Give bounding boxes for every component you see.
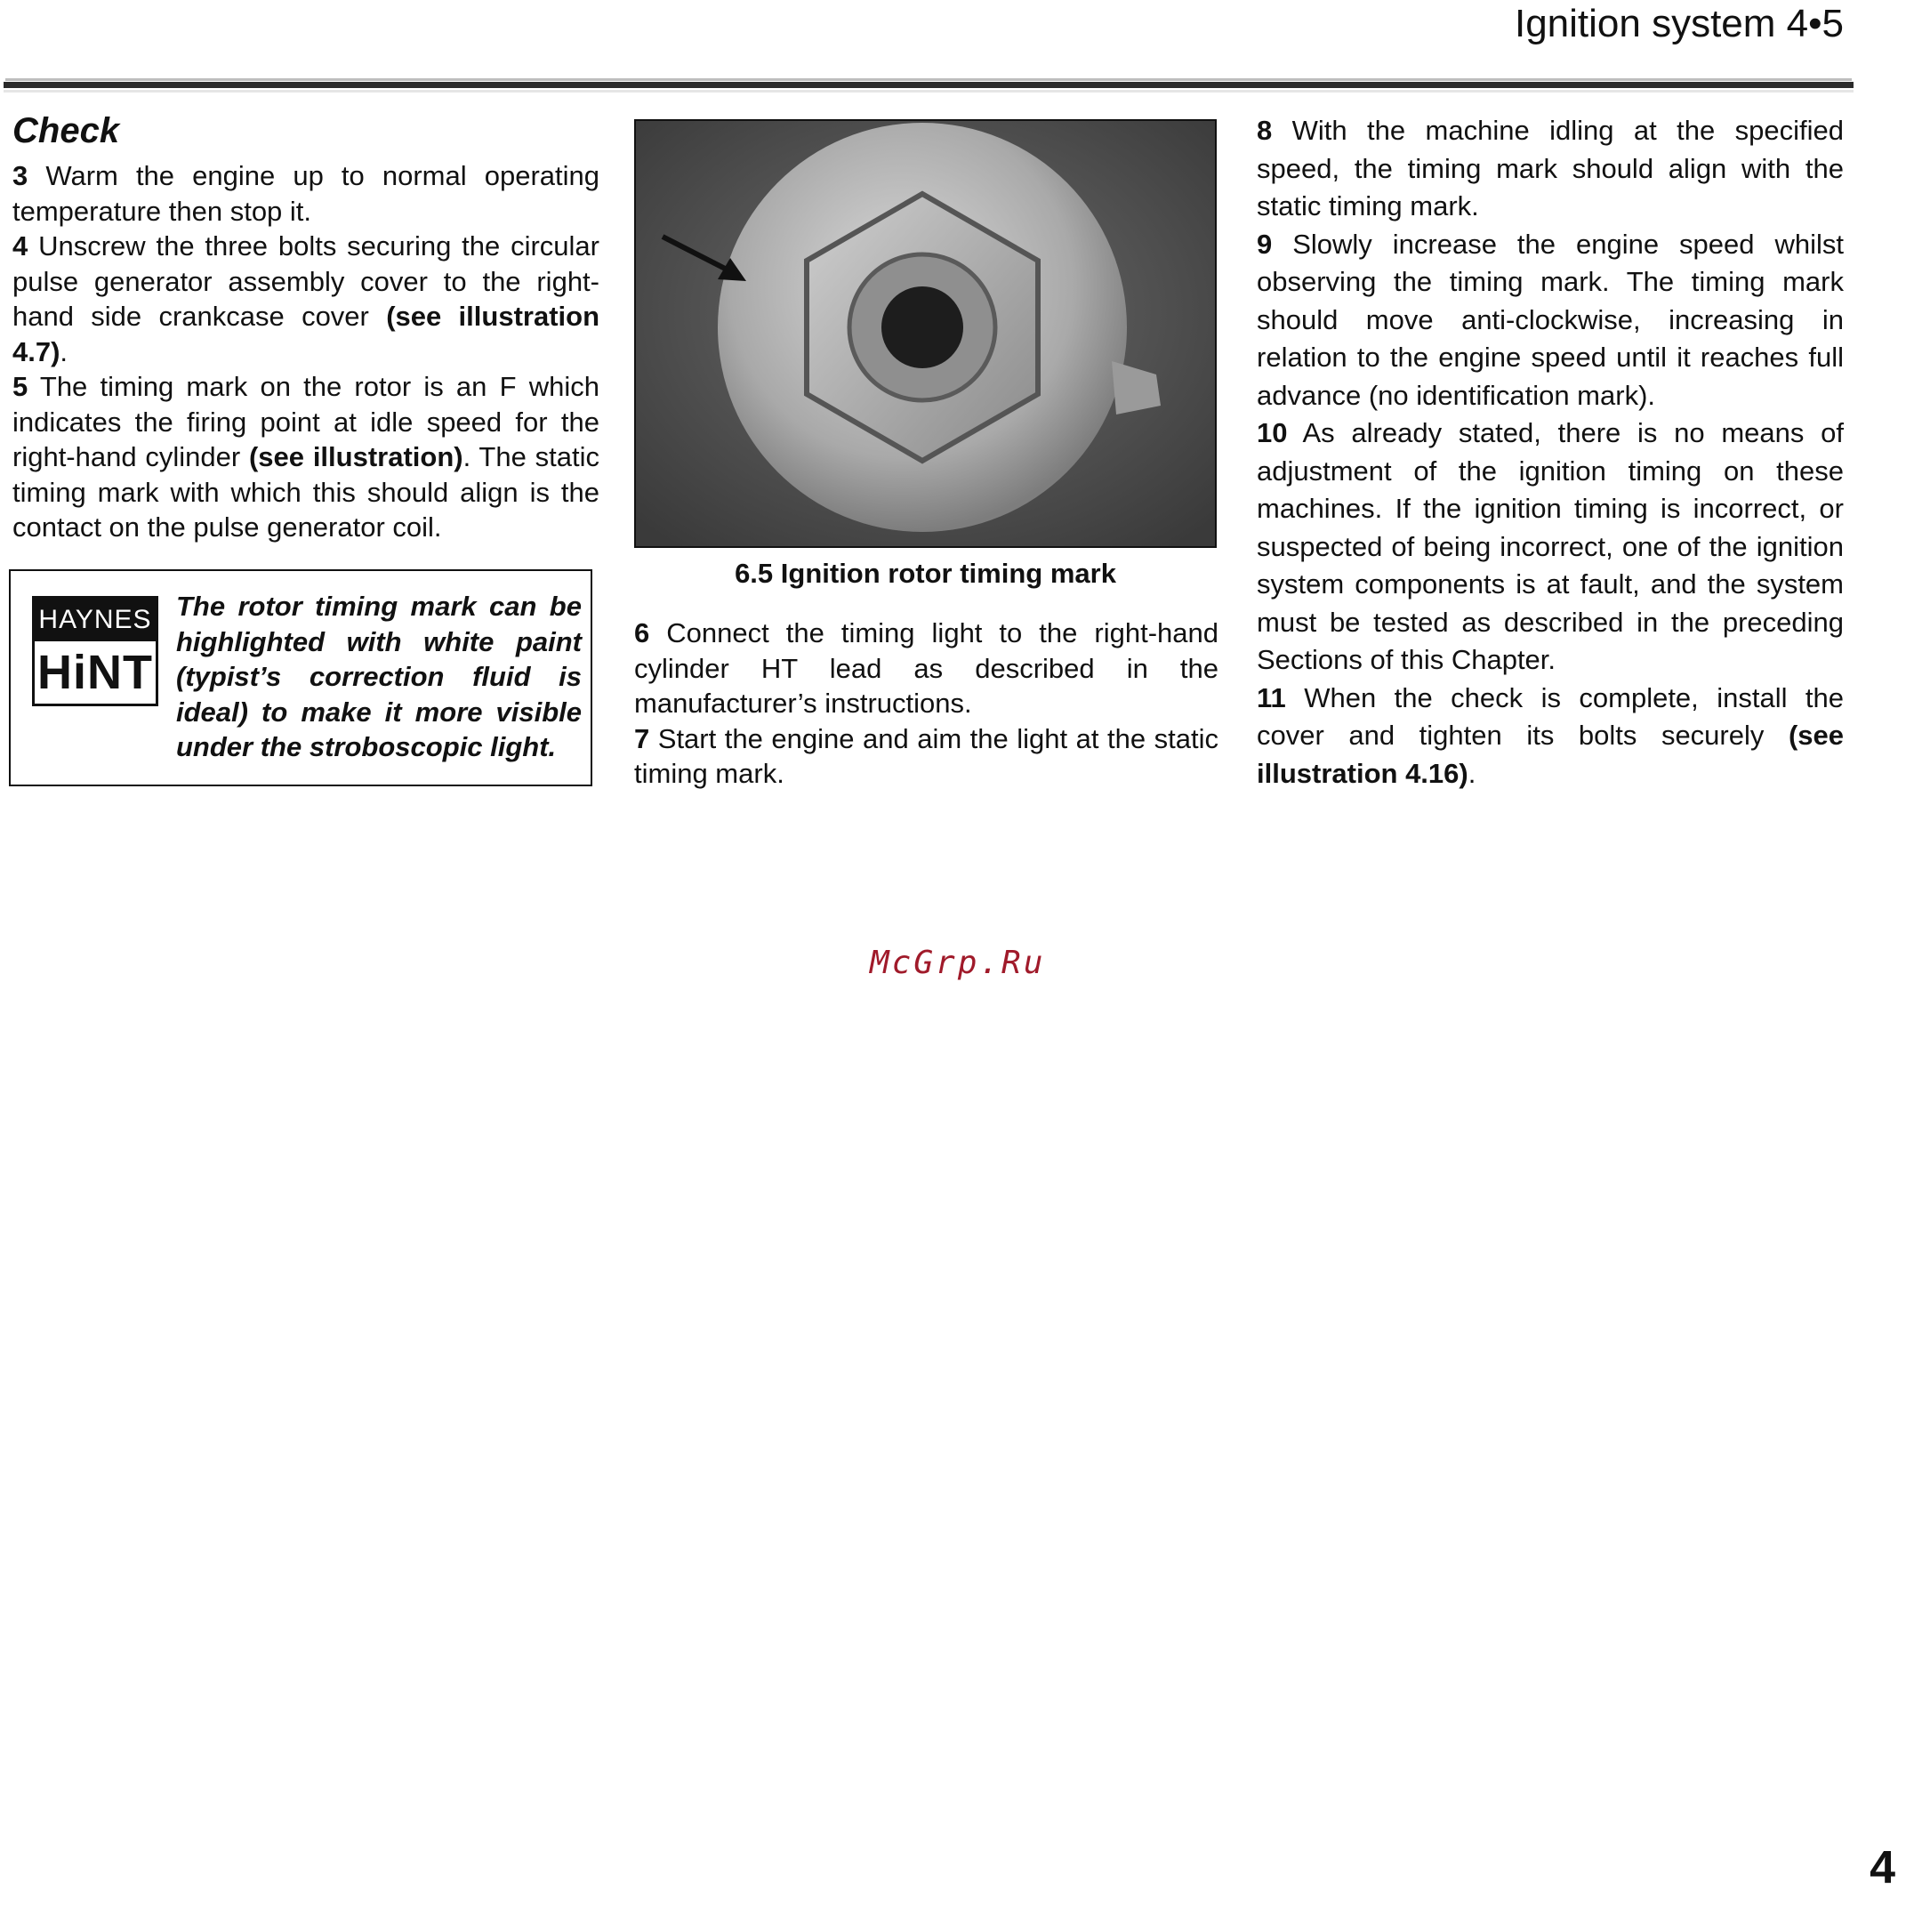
illustration-reference: (see illustration 4.16) — [1257, 720, 1844, 789]
paragraph-text: Slowly increase the engine speed whilst observing the timing mark. The timing mark should move anti-clockwise, increasing in relation to the engine speed until it reaches full advance (no identification mark). — [1257, 228, 1844, 411]
logo-top-text: HAYNES — [35, 599, 156, 641]
haynes-hint-box — [9, 569, 592, 786]
paragraph-text: Connect the timing light to the right-hand cylinder HT lead as described in the manufacturer’s instructions. — [634, 617, 1218, 719]
paragraph-7 — [634, 721, 1218, 792]
paragraph-text: The timing mark on the rotor is an F which indicates the firing point at idle speed for the right-hand cylinder — [12, 371, 599, 472]
chapter-tab-number: 4 — [1870, 1842, 1895, 1894]
paragraph-number: 11 — [1257, 681, 1286, 713]
paragraph-number: 7 — [634, 722, 650, 754]
paragraph-number: 8 — [1257, 115, 1273, 146]
paragraph-3 — [12, 158, 599, 229]
watermark-text: McGrp.Ru — [870, 945, 1046, 981]
paragraph-9 — [1257, 226, 1844, 415]
header-rule — [4, 82, 1854, 88]
logo-bottom-text: HiNT — [37, 646, 153, 699]
paragraph-number: 3 — [12, 160, 28, 191]
illustration-reference: (see illustration 4.7) — [12, 301, 599, 367]
paragraph-number: 6 — [634, 617, 650, 648]
paragraph-6 — [634, 616, 1218, 721]
paragraph-5 — [12, 369, 599, 545]
paragraph-8 — [1257, 112, 1844, 226]
paragraph-text: With the machine idling at the specified speed, the timing mark should align with the static timing mark. — [1257, 115, 1844, 221]
paragraph-text: . — [60, 335, 68, 367]
paragraph-number: 10 — [1257, 417, 1288, 448]
ignition-rotor-photo — [634, 119, 1217, 548]
paragraph-text: As already stated, there is no means of adjustment of the ignition timing on these machines. If the ignition timing is incorrect, or suspected of being incorrect, one of the ignition system components is at fault, and the system must be tested as described in the preceding Sections of this Chapter. — [1257, 417, 1844, 675]
page-header-title: Ignition system 4•5 — [1514, 2, 1844, 45]
right-column — [1257, 112, 1844, 793]
hint-text: The rotor timing mark can be highlighted with white paint (typist’s correction fluid is ideal) to make it more visible under the stroboscopic light. — [176, 591, 582, 762]
paragraph-number: 4 — [12, 230, 28, 262]
paragraph-number: 5 — [12, 371, 28, 402]
left-column — [12, 107, 599, 545]
paragraph-11 — [1257, 680, 1844, 793]
haynes-hint-logo — [32, 596, 158, 706]
paragraph-4 — [12, 229, 599, 369]
paragraph-text: . The static timing mark with which this should align is the contact on the pulse generator coil. — [12, 441, 599, 543]
paragraph-text: Start the engine and aim the light at the static timing mark. — [634, 722, 1218, 789]
paragraph-text: . — [1468, 757, 1476, 789]
photo-caption: 6.5 Ignition rotor timing mark — [735, 558, 1116, 589]
illustration-reference: (see illustration) — [248, 441, 463, 472]
nut-hole — [881, 286, 963, 368]
paragraph-text: Warm the engine up to normal operating temperature then stop it. — [12, 160, 599, 227]
rotor-photo-illustration — [636, 121, 1215, 546]
section-heading-check: Check — [12, 111, 120, 150]
paragraph-text: Unscrew the three bolts securing the circular pulse generator assembly cover to the right-hand side crankcase cover — [12, 230, 599, 332]
paragraph-text: When the check is complete, install the cover and tighten its bolts securely — [1257, 681, 1844, 751]
paragraph-10 — [1257, 415, 1844, 680]
middle-column — [634, 616, 1218, 792]
paragraph-number: 9 — [1257, 228, 1273, 260]
